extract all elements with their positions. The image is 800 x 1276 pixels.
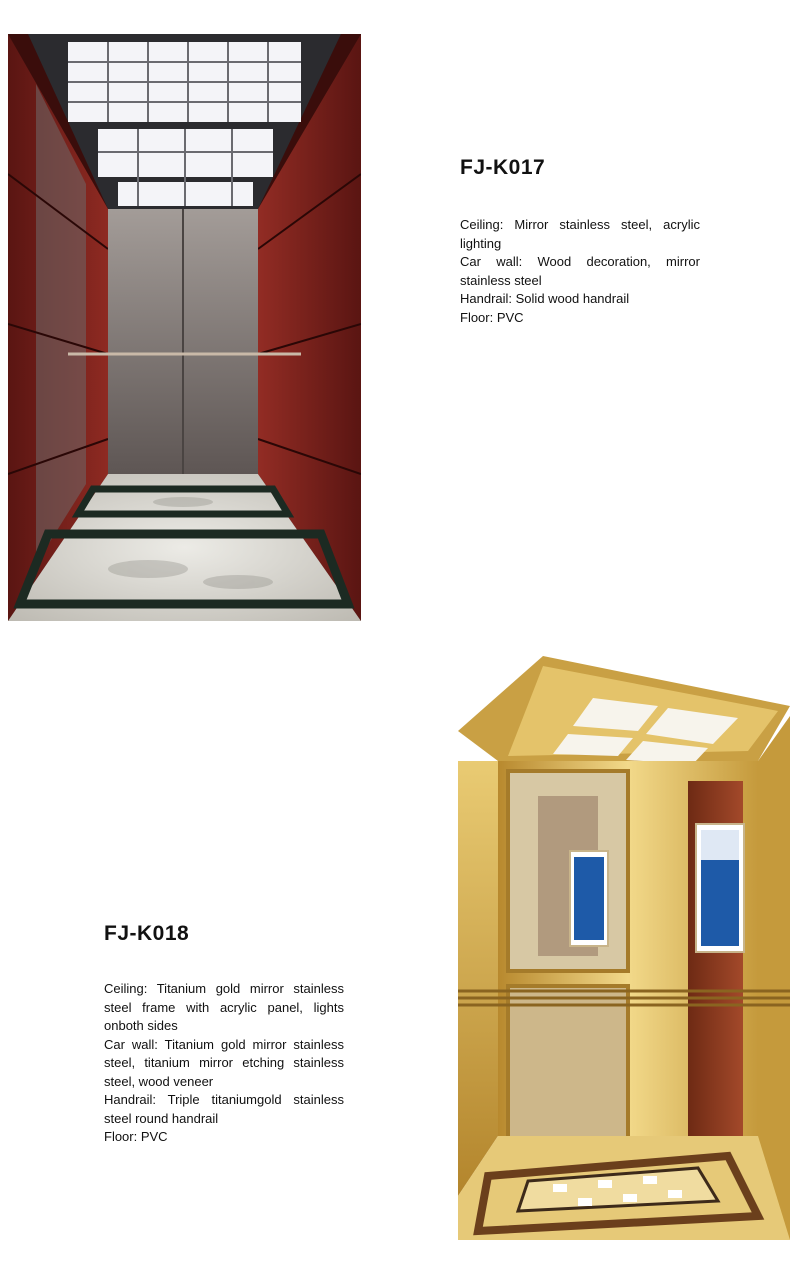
spec-car-wall: Car wall: Wood decoration, mirror stainless steel (460, 254, 700, 288)
elevator-illustration-gold (458, 656, 790, 1240)
elevator-image-fj-k018 (458, 656, 790, 1240)
elevator-illustration-wood (8, 34, 361, 621)
spec-floor: Floor: PVC (104, 1129, 168, 1144)
product-model-title: FJ-K018 (104, 922, 190, 945)
product-specs-list (104, 980, 344, 1147)
spec-ceiling: Ceiling: Mirror stainless steel, acrylic lighting (460, 217, 700, 251)
spec-handrail: Handrail: Solid wood handrail (460, 291, 630, 306)
spec-car-wall: Car wall: Titanium gold mirror stainless steel, titanium mirror etching stainless steel, wood veneer (104, 1036, 344, 1089)
spec-handrail: Handrail: Triple titaniumgold stainless steel round handrail (104, 1092, 344, 1126)
spec-floor: Floor: PVC (460, 309, 524, 325)
spec-ceiling: Ceiling: Titanium gold mirror stainless steel frame with acrylic panel, lights onboth sides (104, 981, 344, 1033)
elevator-image-fj-k017 (8, 34, 361, 621)
product-specs-list (460, 216, 700, 327)
product-model-title: FJ-K017 (460, 156, 546, 179)
